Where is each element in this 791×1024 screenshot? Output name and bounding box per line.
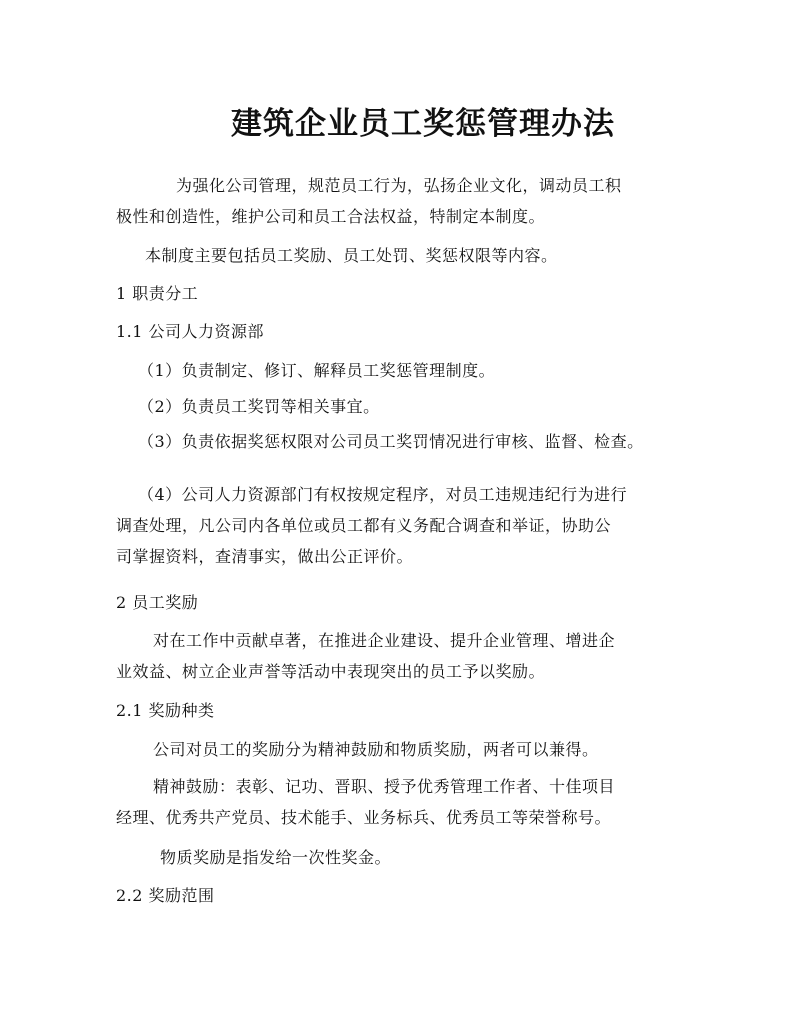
section-2-2-heading: 2.2 奖励范围	[116, 886, 215, 905]
duty-item-1: （1）负责制定、修订、解释员工奖惩管理制度。	[138, 361, 496, 380]
section-1-1-heading: 1.1 公司人力资源部	[116, 322, 265, 341]
reward-intro-line-2: 业效益、树立企业声誉等活动中表现突出的员工予以奖励。	[116, 662, 546, 681]
section-2-heading: 2 员工奖励	[116, 593, 199, 612]
duty-item-2: （2）负责员工奖罚等相关事宜。	[138, 397, 380, 416]
duty-item-4-line-3: 司掌握资料，查清事实，做出公正评价。	[116, 547, 414, 566]
section-2-1-heading: 2.1 奖励种类	[116, 701, 215, 720]
reward-types-paragraph: 公司对员工的奖励分为精神鼓励和物质奖励，两者可以兼得。	[153, 740, 599, 759]
intro-line-2: 极性和创造性，维护公司和员工合法权益，特制定本制度。	[116, 207, 546, 226]
material-reward-paragraph: 物质奖励是指发给一次性奖金。	[160, 848, 392, 867]
duty-item-3: （3）负责依据奖惩权限对公司员工奖罚情况进行审核、监督、检查。	[138, 432, 644, 451]
spiritual-reward-line-1: 精神鼓励：表彰、记功、晋职、授予优秀管理工作者、十佳项目	[153, 777, 616, 796]
scope-paragraph: 本制度主要包括员工奖励、员工处罚、奖惩权限等内容。	[145, 246, 558, 265]
section-1-heading: 1 职责分工	[116, 284, 199, 303]
duty-item-4-line-2: 调查处理，凡公司内各单位或员工都有义务配合调查和举证，协助公	[116, 516, 612, 535]
intro-line-1: 为强化公司管理，规范员工行为，弘扬企业文化，调动员工积	[176, 176, 622, 195]
document-title: 建筑企业员工奖惩管理办法	[231, 106, 615, 142]
duty-item-4-line-1: （4）公司人力资源部门有权按规定程序，对员工违规违纪行为进行	[138, 485, 628, 504]
reward-intro-line-1: 对在工作中贡献卓著，在推进企业建设、提升企业管理、增进企	[153, 631, 616, 650]
spiritual-reward-line-2: 经理、优秀共产党员、技术能手、业务标兵、优秀员工等荣誉称号。	[116, 808, 612, 827]
